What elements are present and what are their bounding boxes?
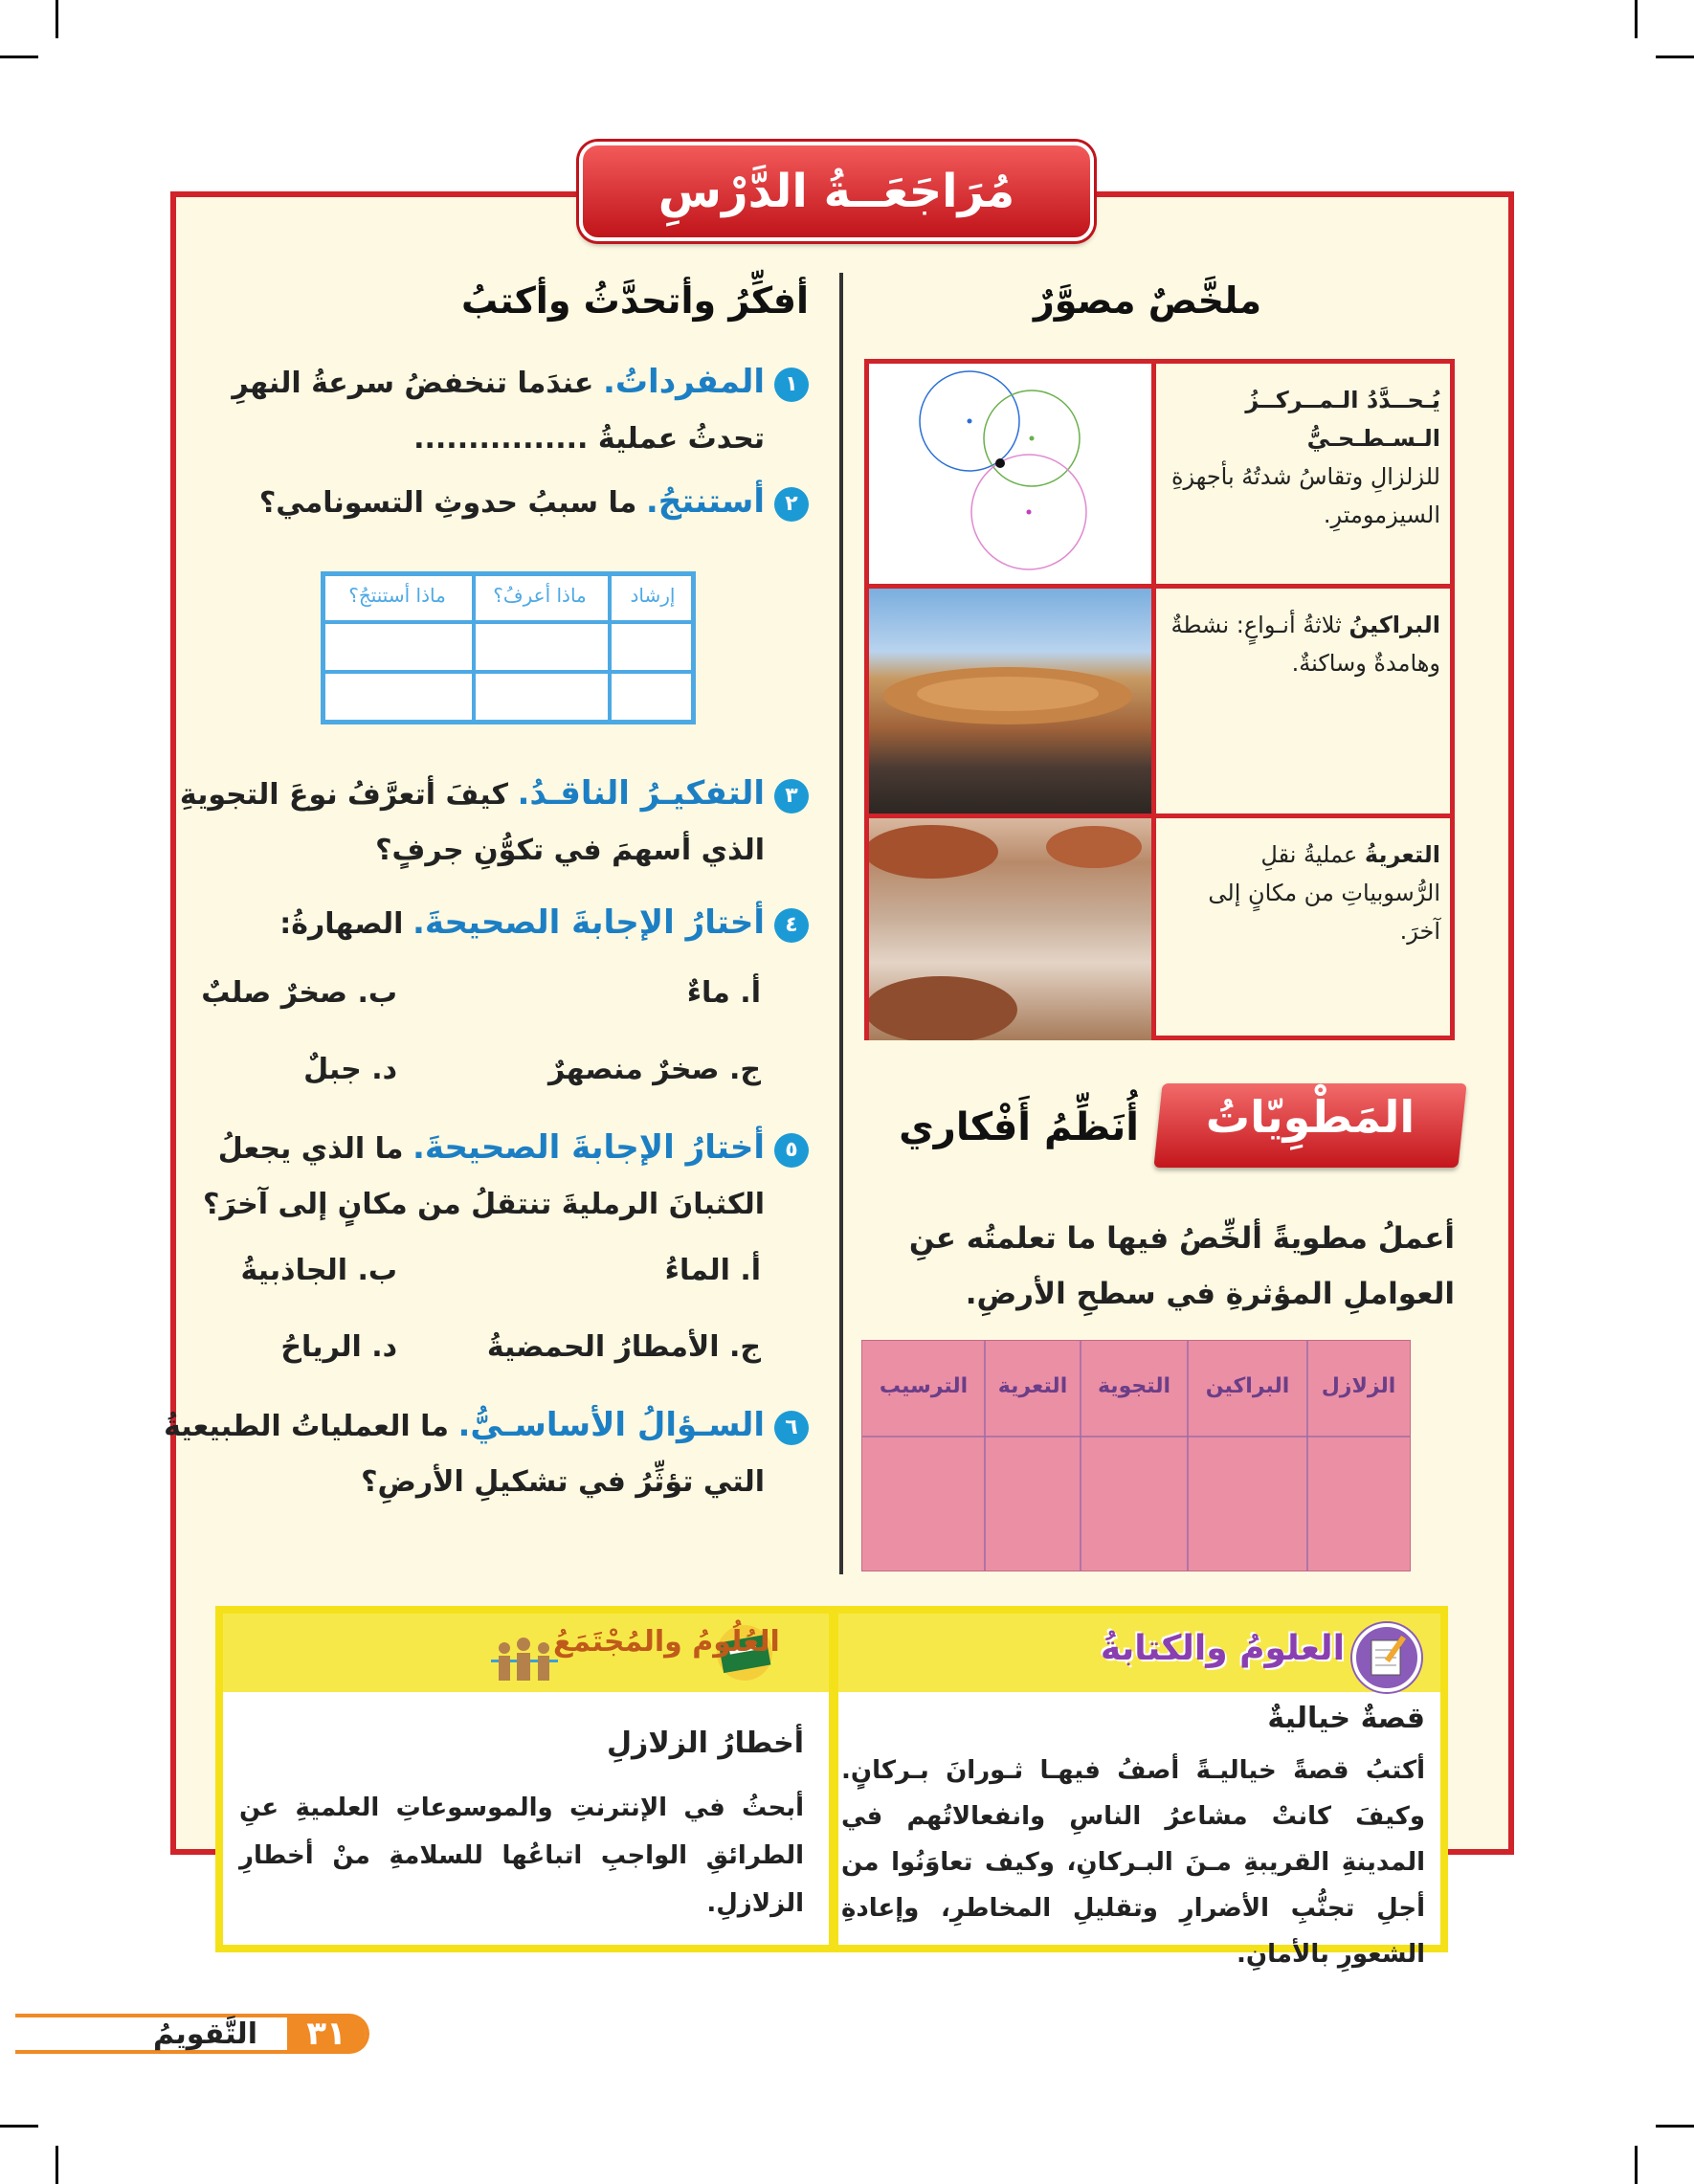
question-6 [81, 1397, 809, 1510]
question-number: ٢ [774, 487, 809, 522]
pencil-notepad-icon [1352, 1623, 1421, 1692]
question-number: ٣ [774, 779, 809, 813]
question-text: الصهارةُ: [279, 907, 404, 941]
question-number: ١ [774, 368, 809, 402]
waterfall-erosion-image [869, 818, 1156, 1040]
summary-text-volcano: البراكينُ ثلاثةُ أنـواعٍ: نشطةٌ وهامدةٌ وساكنةٌ. [1170, 612, 1440, 677]
visual-summary-table [864, 359, 1455, 1040]
foldables-instruction: أعملُ مطويةً ألخِّصُ فيها ما تعلمتُه عنِ العواملِ المؤثرةِ في سطحِ الأرضِ. [908, 1221, 1455, 1311]
question-head: أختارُ الإجابةَ الصحيحةَ. [412, 903, 765, 942]
crop-mark [1656, 2125, 1694, 2128]
question-2 [81, 474, 809, 531]
question-4 [81, 895, 809, 952]
question-1 [81, 354, 809, 467]
crop-mark [56, 2146, 58, 2184]
crop-mark [1656, 56, 1694, 58]
q5-option-d[interactable]: د. الرياحُ [280, 1330, 397, 1364]
q5-option-a[interactable]: أ. الماءُ [664, 1254, 761, 1287]
question-head: التفكيـرُ الناقـدُ. [517, 774, 765, 813]
q4-option-b[interactable]: ب. صخرٌ صلبٌ [201, 976, 397, 1010]
summary-title: ملخَّصٌ مصوَّرٌ [1033, 279, 1261, 322]
question-text-line2: الذي أسهمَ في تكوُّنِ جرفٍ؟ [375, 834, 765, 867]
question-text: ما الذي يجعلُ [217, 1132, 404, 1166]
summary-row-erosion [869, 818, 1450, 1040]
q4-option-c[interactable]: ج. صخرٌ منصهرٌ [547, 1053, 761, 1086]
people-icon [491, 1635, 558, 1683]
column-divider [839, 273, 843, 1574]
question-head: أختارُ الإجابةَ الصحيحةَ. [412, 1128, 765, 1167]
question-number: ٤ [774, 908, 809, 943]
epicenter-circles-image [869, 364, 1156, 584]
foldable-col-earthquakes: الزلازل [1321, 1374, 1396, 1398]
footer-section-title: التَّقويمُ [153, 2017, 257, 2051]
crop-mark [1635, 0, 1638, 38]
foldable-col-erosion: التعرية [997, 1374, 1068, 1398]
writing-text: أكتبُ قصةً خياليـةً أصفُ فيهـا ثـورانَ بـركانٍ. وكيفَ كانتْ مشاعرُ الناسِ وانفعالاتُهم في المدينةِ القريبةِ مـنَ البـركانِ، وكيف تعاوَنُوا من أجلِ تجنُّبِ الأضرارِ وتقليلِ المخاطرِ، وإعادةِ الشعورِ بالأمانِ. [841, 1756, 1425, 1969]
hint-header-guide: إرشاد [630, 584, 676, 607]
society-logo-text: العُلُومُ والمُجْتَمَعُ [553, 1625, 780, 1659]
foldable-col-deposition: الترسيب [879, 1374, 969, 1398]
foldable-col-weathering: التجوية [1097, 1374, 1171, 1398]
summary-text-earthquake: يُـحــدَّدُ الـمــركــزُ الـسـطـحـيُّ للزلزالِ وتقاسُ شدتُهُ بأجهزةِ السيزمومترِ. [1170, 387, 1440, 528]
bottom-activities-box [215, 1606, 1448, 1969]
question-text: ما سببُ حدوثِ التسونامي؟ [258, 486, 637, 520]
foldables-logo-text: المَطْوِيّاتُ [1205, 1091, 1415, 1143]
foldable-table [861, 1340, 1411, 1571]
summary-text-erosion: التعريةُ عمليةُ نقلِ الرُّسوبياتِ من مكانٍ إلى آخرَ. [1208, 841, 1440, 945]
page-number: ٣١ [287, 2014, 366, 2054]
crop-mark [0, 2125, 38, 2128]
question-number: ٦ [774, 1411, 809, 1445]
question-number: ٥ [774, 1133, 809, 1168]
question-text: عندَما تنخفضُ سرعةُ النهرِ [232, 367, 594, 400]
writing-logo-text: العلومُ والكتابةُ [1100, 1629, 1345, 1668]
hint-table [321, 571, 696, 724]
crop-mark [1635, 2146, 1638, 2184]
volcano-crater-image [869, 589, 1156, 813]
question-text: ما العملياتُ الطبيعيةُ [164, 1410, 449, 1443]
hint-header-know: ماذا أعرفُ؟ [493, 584, 587, 607]
left-column-title: أفكِّرُ وأتحدَّثُ وأكتبُ [460, 279, 809, 322]
question-text-line2: الكثبانَ الرمليةَ تنتقلُ من مكانٍ إلى آخرَ؟ [203, 1188, 765, 1221]
question-text-line2: التي تؤثِّرُ في تشكيلِ الأرضِ؟ [361, 1465, 765, 1499]
question-3 [81, 766, 809, 879]
lesson-review-banner: مُرَاجَعَــةُ الدَّرْسِ [579, 142, 1094, 241]
question-5 [81, 1120, 809, 1233]
q4-option-a[interactable]: أ. ماءٌ [686, 976, 761, 1010]
summary-row-volcano [869, 589, 1450, 818]
crop-mark [0, 56, 38, 58]
q5-option-b[interactable]: ب. الجاذبيةُ [240, 1254, 397, 1287]
writing-title: قصةٌ خياليةٌ [1267, 1702, 1425, 1735]
question-text: كيفَ أتعرَّفُ نوعَ التجويةِ [179, 778, 508, 812]
foldables-subtitle: أُنَظِّمُ أَفْكاري [899, 1105, 1139, 1149]
summary-row-earthquake [869, 364, 1450, 589]
bottom-box-divider [829, 1614, 838, 1945]
question-text-line2: تحدثُ عمليةُ ................ [413, 422, 765, 456]
question-head: السـؤالُ الأساسـيُّ. [457, 1406, 765, 1444]
society-text: أبحثُ في الإنترنتِ والموسوعاتِ العلميةِ عنِ الطرائقِ الواجبِ اتباعُها للسلامةِ منْ أخطارِ الزلازلِ. [239, 1794, 804, 1918]
society-title: أخطارُ الزلازلِ [607, 1727, 804, 1760]
q5-option-c[interactable]: ج. الأمطارُ الحمضيةُ [486, 1330, 761, 1364]
q4-option-d[interactable]: د. جبلٌ [303, 1053, 397, 1086]
question-head: المفرداتُ. [602, 363, 765, 401]
question-head: أستنتجُ. [645, 482, 765, 521]
hint-header-conclude: ماذا أستنتجُ؟ [348, 584, 446, 607]
foldable-col-volcanoes: البراكين [1205, 1374, 1290, 1398]
crop-mark [56, 0, 58, 38]
